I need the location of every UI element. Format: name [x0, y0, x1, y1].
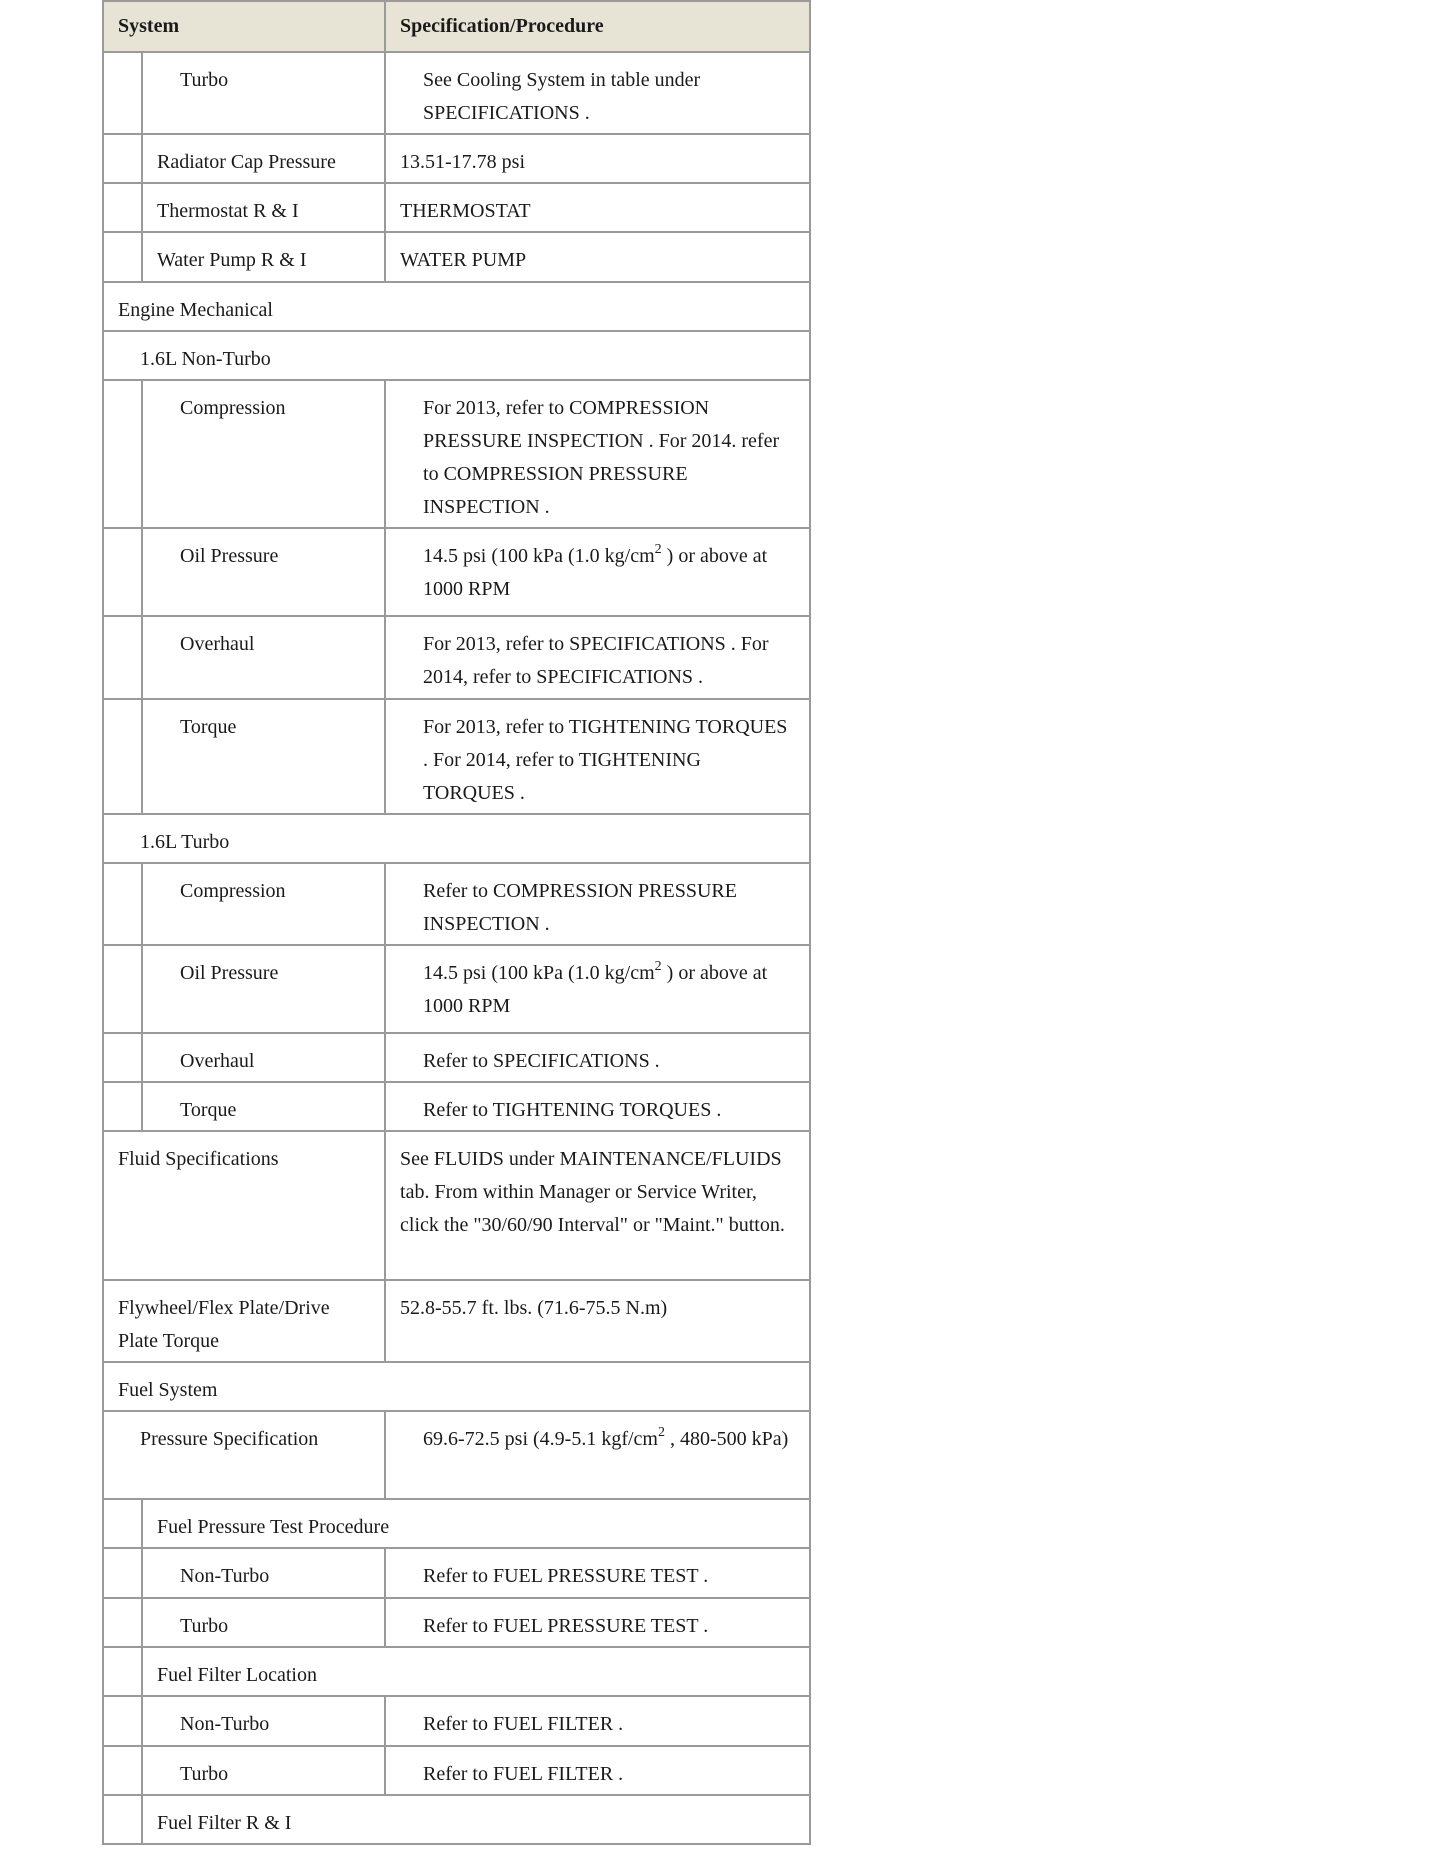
system-cell: Overhaul [142, 616, 385, 699]
system-cell: Compression [142, 863, 385, 945]
indent-cell [103, 134, 142, 183]
table-row [103, 699, 810, 814]
indent-cell [103, 1696, 142, 1746]
indent-cell [103, 1795, 142, 1844]
system-cell: Flywheel/Flex Plate/Drive Plate Torque [103, 1280, 385, 1362]
indent-cell [103, 1598, 142, 1647]
system-cell: Compression [142, 380, 385, 528]
subsection-heading: Fuel Filter Location [142, 1647, 810, 1696]
spec-cell: For 2013, refer to TIGHTENING TORQUES . For 2014, refer to TIGHTENING TORQUES . [385, 699, 810, 814]
spec-cell: Refer to SPECIFICATIONS . [385, 1033, 810, 1082]
system-cell: Oil Pressure [142, 528, 385, 616]
indent-cell [103, 528, 142, 616]
subsection-heading: 1.6L Non-Turbo [103, 331, 810, 380]
indent-cell [103, 232, 142, 282]
indent-cell [103, 1082, 142, 1131]
indent-cell [103, 1548, 142, 1598]
spec-cell: WATER PUMP [385, 232, 810, 282]
table-row [103, 1696, 810, 1746]
section-heading: Fuel System [103, 1362, 810, 1411]
indent-cell [103, 380, 142, 528]
spec-cell: 14.5 psi (100 kPa (1.0 $kg/cm^2$ ) or above at 1000 RPM [385, 528, 810, 616]
spec-cell: 14.5 psi (100 kPa (1.0 $kg/cm^2$ ) or above at 1000 RPM [385, 945, 810, 1033]
table-row [103, 616, 810, 699]
table-row [103, 1548, 810, 1598]
system-cell: Thermostat R & I [142, 183, 385, 232]
indent-cell [103, 1033, 142, 1082]
subsection-row [103, 814, 810, 863]
system-cell: Non-Turbo [142, 1696, 385, 1746]
section-heading: Engine Mechanical [103, 282, 810, 331]
system-cell: Pressure Specification [103, 1411, 385, 1499]
system-cell: Turbo [142, 1746, 385, 1795]
indent-cell [103, 1746, 142, 1795]
indent-cell [103, 616, 142, 699]
header-specification: Specification/Procedure [385, 1, 810, 52]
spec-cell: Refer to COMPRESSION PRESSURE INSPECTION . [385, 863, 810, 945]
subsection-row [103, 1795, 810, 1844]
system-cell: Water Pump R & I [142, 232, 385, 282]
system-cell: Torque [142, 699, 385, 814]
system-cell: Radiator Cap Pressure [142, 134, 385, 183]
system-cell: Fluid Specifications [103, 1131, 385, 1280]
table-row [103, 1033, 810, 1082]
system-cell: Torque [142, 1082, 385, 1131]
indent-cell [103, 699, 142, 814]
system-cell: Overhaul [142, 1033, 385, 1082]
table-row [103, 1411, 810, 1499]
header-system: System [103, 1, 385, 52]
spec-cell: Refer to TIGHTENING TORQUES . [385, 1082, 810, 1131]
subsection-row [103, 1647, 810, 1696]
table-row [103, 232, 810, 282]
table-row [103, 1280, 810, 1362]
indent-cell [103, 863, 142, 945]
table-header-row [103, 1, 810, 52]
spec-cell: Refer to FUEL PRESSURE TEST . [385, 1598, 810, 1647]
subsection-row [103, 331, 810, 380]
spec-cell: 52.8-55.7 ft. lbs. (71.6-75.5 N.m) [385, 1280, 810, 1362]
spec-cell: Refer to FUEL PRESSURE TEST . [385, 1548, 810, 1598]
system-cell: Non-Turbo [142, 1548, 385, 1598]
spec-cell: Refer to FUEL FILTER . [385, 1696, 810, 1746]
table-row [103, 380, 810, 528]
table-row [103, 945, 810, 1033]
spec-cell: 13.51-17.78 psi [385, 134, 810, 183]
spec-cell: For 2013, refer to SPECIFICATIONS . For 2014, refer to SPECIFICATIONS . [385, 616, 810, 699]
table-row [103, 528, 810, 616]
section-row [103, 282, 810, 331]
table-row [103, 52, 810, 134]
indent-cell [103, 1499, 142, 1548]
spec-cell: See FLUIDS under MAINTENANCE/FLUIDS tab. From within Manager or Service Writer, click the "30/60/90 Interval" or "Maint." button. [385, 1131, 810, 1280]
spec-cell: 69.6-72.5 psi (4.9-5.1 kgf/$cm^2$ , 480-500 kPa) [385, 1411, 810, 1499]
table-row [103, 1598, 810, 1647]
indent-cell [103, 945, 142, 1033]
table-row [103, 1746, 810, 1795]
subsection-heading: 1.6L Turbo [103, 814, 810, 863]
subsection-heading: Fuel Filter R & I [142, 1795, 810, 1844]
system-cell: Turbo [142, 1598, 385, 1647]
table-row [103, 134, 810, 183]
table-row [103, 1131, 810, 1280]
system-cell: Turbo [142, 52, 385, 134]
table-row [103, 1082, 810, 1131]
table-row [103, 183, 810, 232]
specification-table [102, 0, 811, 1845]
subsection-row [103, 1499, 810, 1548]
table-row [103, 863, 810, 945]
spec-cell: Refer to FUEL FILTER . [385, 1746, 810, 1795]
system-cell: Oil Pressure [142, 945, 385, 1033]
indent-cell [103, 1647, 142, 1696]
indent-cell [103, 52, 142, 134]
subsection-heading: Fuel Pressure Test Procedure [142, 1499, 810, 1548]
spec-cell: See Cooling System in table under SPECIFICATIONS . [385, 52, 810, 134]
section-row [103, 1362, 810, 1411]
indent-cell [103, 183, 142, 232]
spec-cell: THERMOSTAT [385, 183, 810, 232]
spec-cell: For 2013, refer to COMPRESSION PRESSURE INSPECTION . For 2014. refer to COMPRESSION PRESSURE INSPECTION . [385, 380, 810, 528]
